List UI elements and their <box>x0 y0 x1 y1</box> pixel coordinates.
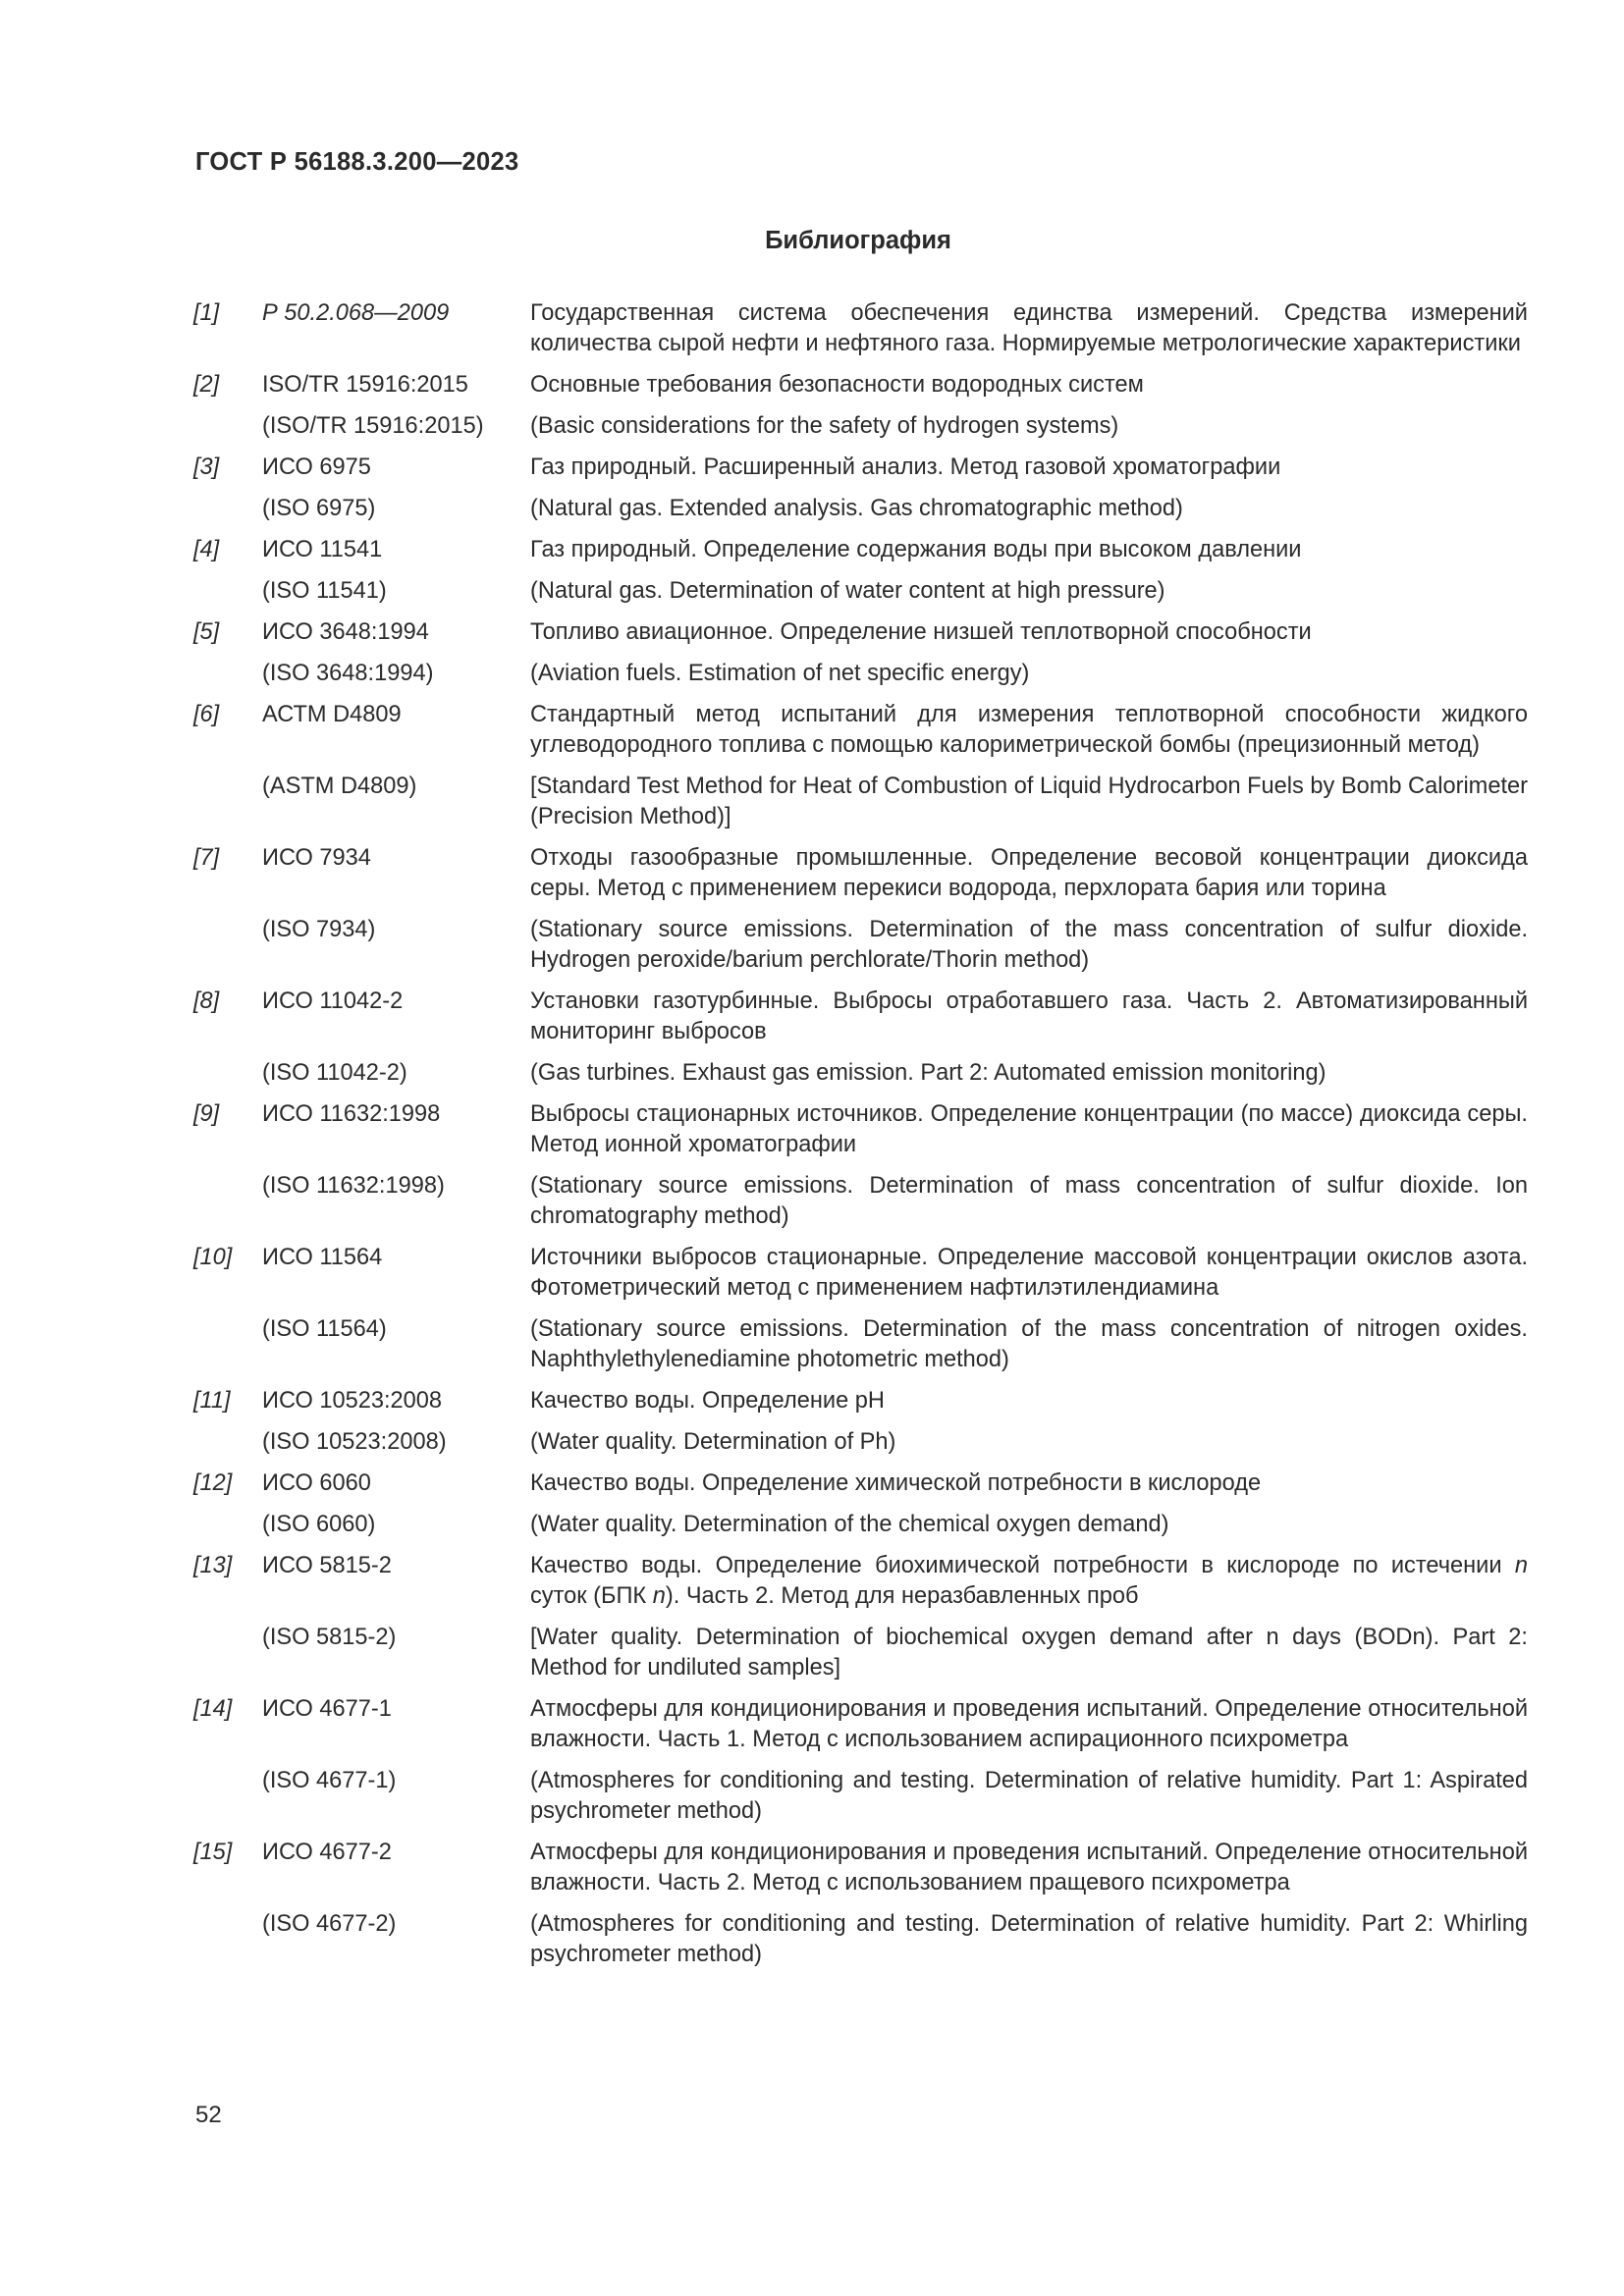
entry-text: (Water quality. Determination of the chemical oxygen demand) <box>530 1512 1169 1537</box>
entry-code: (ISO 11564) <box>262 1316 387 1342</box>
entry-number: [8] <box>193 988 220 1014</box>
entry-text: (Natural gas. Determination of water content at high pressure) <box>530 578 1165 604</box>
entry-number: [5] <box>193 619 220 645</box>
biblio-entry-translation <box>193 1909 1529 1970</box>
entry-number: [6] <box>193 702 220 727</box>
biblio-entry-translation <box>193 1314 1529 1375</box>
entry-text: [Standard Test Method for Heat of Combustion of Liquid Hydrocarbon Fuels by Bomb Calorimeter (Precision Method)] <box>530 774 1528 829</box>
entry-code: ISO/TR 15916:2015 <box>262 372 468 398</box>
biblio-entry-translation <box>193 494 1529 524</box>
document-header-standard: ГОСТ Р 56188.3.200—2023 <box>195 148 519 176</box>
entry-text: Газ природный. Расширенный анализ. Метод газовой хроматографии <box>530 454 1281 480</box>
biblio-entry <box>193 1468 1529 1499</box>
entry-code: ИСО 7934 <box>262 845 371 871</box>
entry-code: (ASTM D4809) <box>262 774 417 799</box>
entry-text <box>530 1551 1528 1612</box>
biblio-entry <box>193 535 1529 565</box>
entry-text: (Water quality. Determination of Ph) <box>530 1429 896 1455</box>
entry-code: ИСО 4677-2 <box>262 1840 392 1865</box>
entry-text: Выбросы стационарных источников. Определение концентрации (по массе) диоксида серы. Метод ионной хроматографии <box>530 1101 1528 1157</box>
entry-text: Атмосферы для кондиционирования и проведения испытаний. Определение относительной влажности. Часть 1. Метод с использованием аспирационного психрометра <box>530 1696 1528 1752</box>
entry-code: ИСО 11564 <box>262 1245 383 1270</box>
biblio-entry-translation <box>193 772 1529 832</box>
section-title: Библиография <box>765 227 951 254</box>
entry-code: (ISO 11541) <box>262 578 387 604</box>
entry-code: ИСО 11042-2 <box>262 988 404 1014</box>
biblio-entry-translation <box>193 659 1529 689</box>
biblio-entry-translation <box>193 1427 1529 1458</box>
entry-code: (ISO 6060) <box>262 1512 376 1537</box>
entry-text: (Stationary source emissions. Determination of the mass concentration of sulfur dioxide. Hydrogen peroxide/barium perchlorate/Thorin method) <box>530 917 1528 973</box>
entry-code: ИСО 11632:1998 <box>262 1101 441 1127</box>
entry-text-part: Качество воды. Определение биохимической потребности в кислороде по истечении <box>530 1553 1515 1578</box>
biblio-entry <box>193 298 1529 359</box>
entry-text: Качество воды. Определение химической потребности в кислороде <box>530 1470 1262 1496</box>
biblio-entry-translation <box>193 915 1529 976</box>
entry-code: (ISO 6975) <box>262 496 376 521</box>
entry-number: [1] <box>193 300 220 326</box>
biblio-entry <box>193 370 1529 400</box>
entry-number: [7] <box>193 845 220 871</box>
entry-text: Источники выбросов стационарные. Определение массовой концентрации окислов азота. Фотометрический метод с применением нафтилэтилендиамина <box>530 1245 1528 1301</box>
biblio-entry-translation <box>193 1623 1529 1683</box>
biblio-entry <box>193 1838 1529 1898</box>
entry-number: [4] <box>193 537 220 562</box>
entry-text: Основные требования безопасности водородных систем <box>530 372 1144 398</box>
biblio-entry <box>193 453 1529 483</box>
entry-code: Р 50.2.068—2009 <box>262 300 450 326</box>
entry-code: (ISO 11632:1998) <box>262 1173 445 1199</box>
entry-text: Стандартный метод испытаний для измерения теплотворной способности жидкого углеводородного топлива с помощью калориметрической бомбы (прецизионный метод) <box>530 702 1528 758</box>
entry-text: (Natural gas. Extended analysis. Gas chromatographic method) <box>530 496 1183 521</box>
entry-text: Установки газотурбинные. Выбросы отработавшего газа. Часть 2. Автоматизированный мониторинг выбросов <box>530 988 1528 1044</box>
entry-text-italic-n: n <box>652 1583 666 1609</box>
biblio-entry <box>193 1551 1529 1612</box>
entry-code: ИСО 11541 <box>262 537 383 562</box>
entry-code: ИСО 5815-2 <box>262 1553 392 1578</box>
biblio-entry <box>193 987 1529 1047</box>
entry-text: (Atmospheres for conditioning and testing. Determination of relative humidity. Part 2: Whirling psychrometer method) <box>530 1911 1528 1967</box>
biblio-entry-translation <box>193 576 1529 607</box>
entry-code: (ISO 7934) <box>262 917 376 942</box>
biblio-entry-translation <box>193 1058 1529 1089</box>
entry-text: (Stationary source emissions. Determination of mass concentration of sulfur dioxide. Ion chromatography method) <box>530 1173 1528 1229</box>
entry-text: Отходы газообразные промышленные. Определение весовой концентрации диоксида серы. Метод с применением перекиси водорода, перхлората бария или торина <box>530 845 1528 901</box>
entry-number: [12] <box>193 1470 233 1496</box>
entry-text: [Water quality. Determination of biochemical oxygen demand after n days (BODn). Part 2: Method for undiluted samples] <box>530 1625 1528 1681</box>
entry-number: [2] <box>193 372 220 398</box>
entry-text-part: суток (БПК <box>530 1583 653 1609</box>
entry-number: [14] <box>193 1696 233 1722</box>
entry-code: (ISO 4677-1) <box>262 1768 397 1793</box>
entry-text: (Stationary source emissions. Determination of the mass concentration of nitrogen oxides. Naphthylethylenediamine photometric method) <box>530 1316 1528 1372</box>
entry-number: [13] <box>193 1553 233 1578</box>
biblio-entry <box>193 1243 1529 1304</box>
biblio-entry <box>193 617 1529 648</box>
entry-code: (ISO/TR 15916:2015) <box>262 413 484 439</box>
entry-number: [3] <box>193 454 220 480</box>
entry-text: Газ природный. Определение содержания воды при высоком давлении <box>530 537 1302 562</box>
bibliography-list <box>193 298 1529 1981</box>
entry-code: АСТМ D4809 <box>262 702 402 727</box>
entry-code: (ISO 4677-2) <box>262 1911 397 1937</box>
entry-text-italic-n: n <box>1514 1553 1528 1578</box>
entry-number: [10] <box>193 1245 233 1270</box>
entry-code: (ISO 3648:1994) <box>262 661 434 686</box>
biblio-entry <box>193 1694 1529 1755</box>
entry-text: (Basic considerations for the safety of hydrogen systems) <box>530 413 1119 439</box>
entry-code: ИСО 4677-1 <box>262 1696 392 1722</box>
entry-text: (Gas turbines. Exhaust gas emission. Part 2: Automated emission monitoring) <box>530 1060 1326 1086</box>
entry-text: Топливо авиационное. Определение низшей теплотворной способности <box>530 619 1312 645</box>
entry-code: (ISO 10523:2008) <box>262 1429 447 1455</box>
entry-code: (ISO 11042-2) <box>262 1060 407 1086</box>
biblio-entry <box>193 1386 1529 1416</box>
biblio-entry-translation <box>193 1510 1529 1540</box>
biblio-entry <box>193 843 1529 904</box>
entry-text: Государственная система обеспечения единства измерений. Средства измерений количества сырой нефти и нефтяного газа. Нормируемые метрологические характеристики <box>530 300 1528 356</box>
entry-number: [11] <box>193 1388 231 1414</box>
entry-number: [9] <box>193 1101 220 1127</box>
entry-number: [15] <box>193 1840 233 1865</box>
entry-text-part: ). Часть 2. Метод для неразбавленных проб <box>665 1583 1139 1609</box>
entry-code: ИСО 6975 <box>262 454 371 480</box>
biblio-entry-translation <box>193 1766 1529 1827</box>
entry-code: ИСО 10523:2008 <box>262 1388 443 1414</box>
entry-code: ИСО 3648:1994 <box>262 619 429 645</box>
biblio-entry <box>193 1099 1529 1160</box>
entry-text: (Atmospheres for conditioning and testing. Determination of relative humidity. Part 1: Aspirated psychrometer method) <box>530 1768 1528 1824</box>
entry-text: (Aviation fuels. Estimation of net specific energy) <box>530 661 1030 686</box>
biblio-entry-translation <box>193 411 1529 442</box>
entry-code: ИСО 6060 <box>262 1470 371 1496</box>
biblio-entry-translation <box>193 1171 1529 1232</box>
entry-text: Качество воды. Определение рН <box>530 1388 885 1414</box>
page-number: 52 <box>195 2102 222 2128</box>
biblio-entry <box>193 700 1529 761</box>
entry-code: (ISO 5815-2) <box>262 1625 397 1650</box>
entry-text: Атмосферы для кондиционирования и проведения испытаний. Определение относительной влажности. Часть 2. Метод с использованием пращевого психрометра <box>530 1840 1528 1896</box>
